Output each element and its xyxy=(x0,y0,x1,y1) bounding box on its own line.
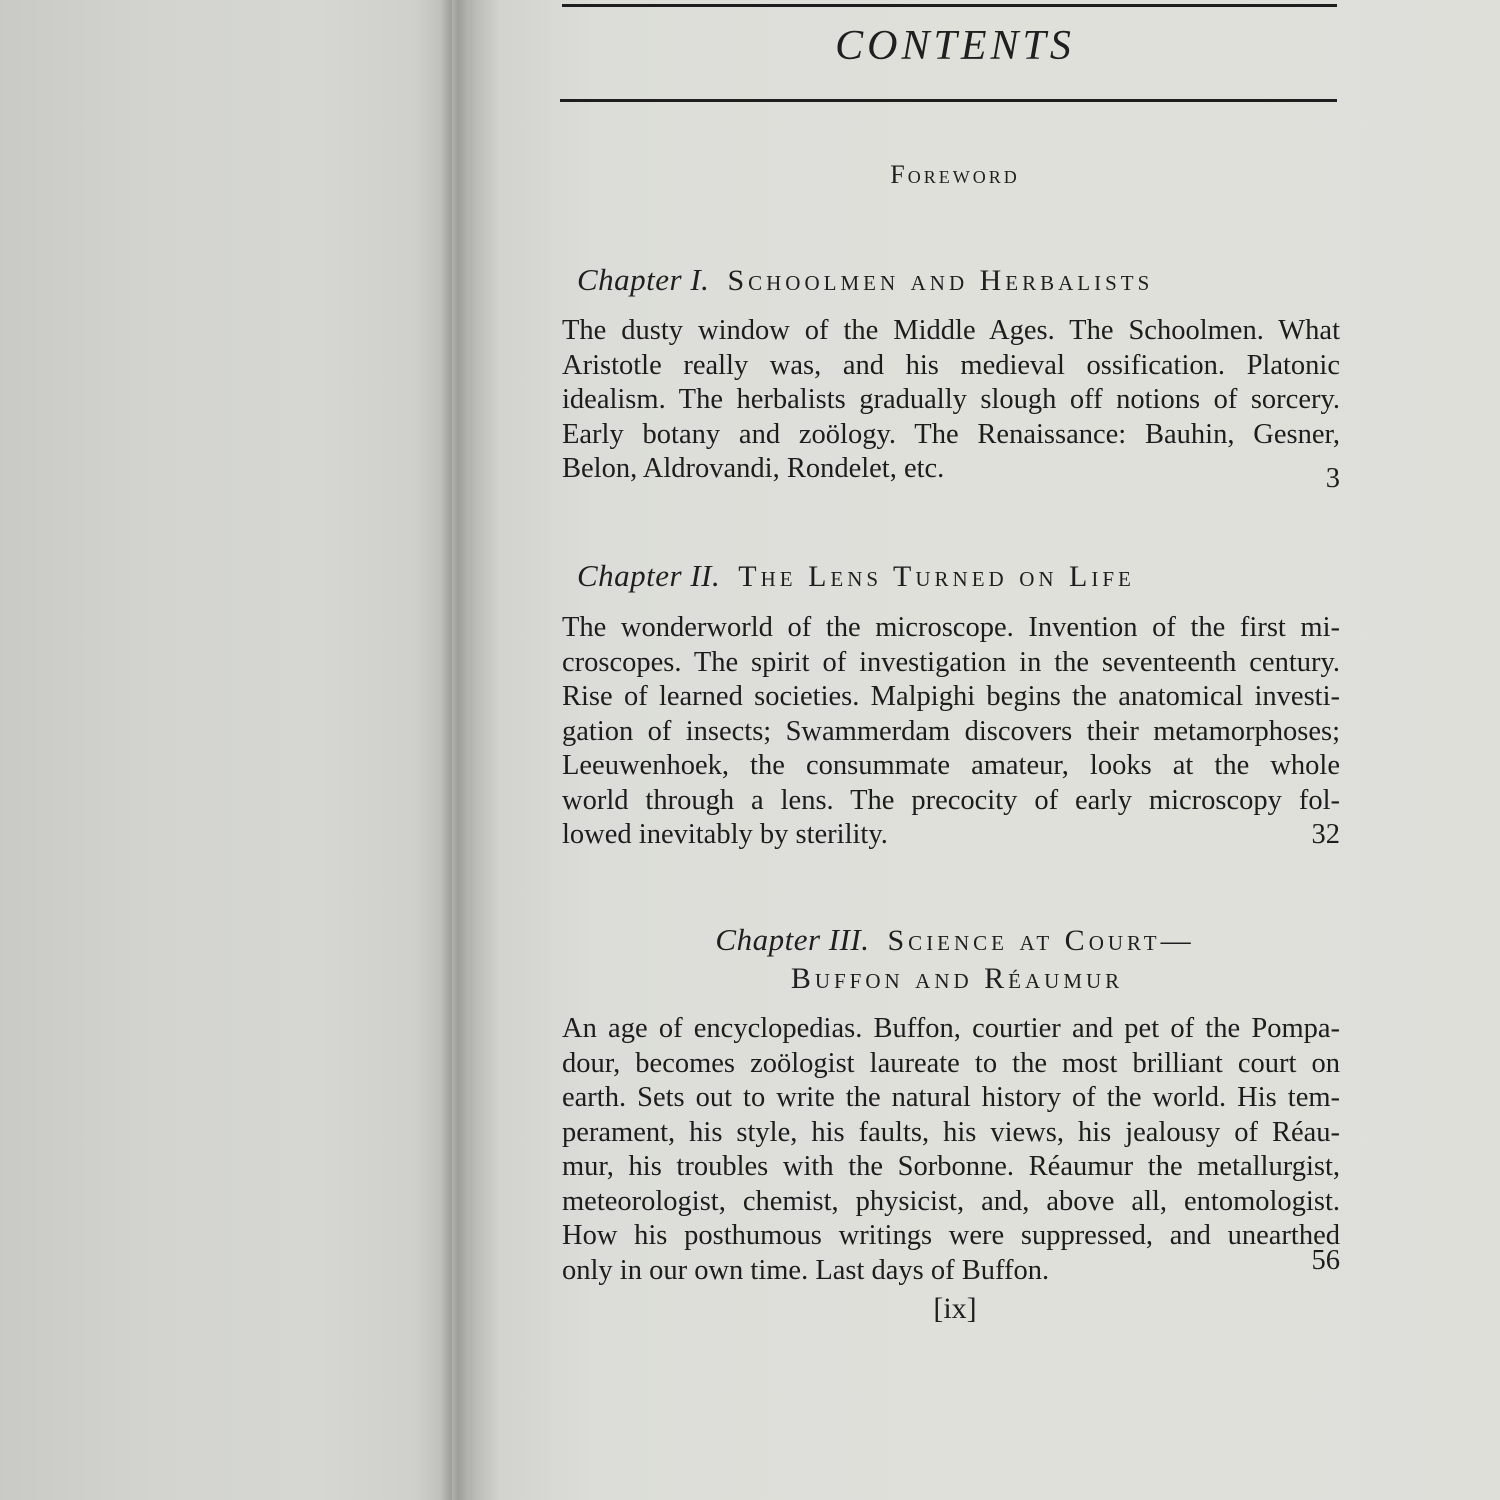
chapter-3-title: Science at Court— xyxy=(887,924,1195,957)
summary-last-line xyxy=(562,452,1340,494)
chapter-1-summary xyxy=(562,314,1340,494)
summary-line: perament, his style, his faults, his views, his jealousy of Réau- xyxy=(562,1116,1340,1148)
summary-line: world through a lens. The precocity of early microscopy fol- xyxy=(562,784,1340,816)
summary-line: dour, becomes zoölogist laureate to the most brilliant court on xyxy=(562,1047,1340,1079)
foreword-entry: Foreword xyxy=(890,160,1020,189)
summary-line: only in our own time. Last days of Buffon. xyxy=(562,1254,1050,1286)
summary-line: Rise of learned societies. Malpighi begins the anatomical investi- xyxy=(562,681,1340,712)
summary-line: earth. Sets out to write the natural history of the world. His tem- xyxy=(562,1082,1340,1113)
chapter-3-title-line-2: Buffon and Réaumur xyxy=(790,962,1124,995)
summary-line: idealism. The herbalists gradually slough off notions of sorcery. xyxy=(562,384,1340,415)
summary-last-line xyxy=(562,818,1340,853)
summary-last-line xyxy=(562,1244,1340,1289)
chapter-1-title: Schoolmen and Herbalists xyxy=(727,264,1154,297)
chapter-1-page-number: 3 xyxy=(1325,463,1340,494)
summary-line: Belon, Aldrovandi, Rondelet, etc. xyxy=(562,453,945,484)
chapter-3-summary xyxy=(562,1012,1340,1288)
left-page xyxy=(0,0,452,1500)
chapter-1-heading xyxy=(577,262,1153,298)
chapter-1-label: Chapter I. xyxy=(577,262,710,297)
chapter-3-page-number: 56 xyxy=(1311,1244,1340,1276)
summary-line: Early botany and zoölogy. The Renaissance: Bauhin, Gesner, xyxy=(562,418,1340,450)
summary-line: The dusty window of the Middle Ages. The Schoolmen. What xyxy=(562,315,1340,346)
summary-line: How his posthumous writings were suppressed, and unearthed xyxy=(562,1220,1340,1251)
chapter-2-label: Chapter II. xyxy=(577,558,721,593)
page-folio: [ix] xyxy=(933,1292,977,1325)
summary-line: lowed inevitably by sterility. xyxy=(562,819,888,850)
summary-line: gation of insects; Swammerdam discovers their metamorphoses; xyxy=(562,715,1340,747)
book-gutter xyxy=(440,0,500,1500)
summary-line: meteorologist, chemist, physicist, and, above all, entomologist. xyxy=(562,1185,1340,1217)
contents-title: CONTENTS xyxy=(835,23,1075,69)
summary-line: Leeuwenhoek, the consummate amateur, looks at the whole xyxy=(562,750,1340,781)
top-rule xyxy=(562,4,1337,7)
chapter-3-label: Chapter III. xyxy=(715,922,870,957)
title-rule xyxy=(560,99,1337,102)
summary-line: An age of encyclopedias. Buffon, courtier and pet of the Pompa- xyxy=(562,1013,1340,1044)
chapter-3-heading xyxy=(560,922,1350,958)
chapter-2-heading xyxy=(577,558,1135,594)
summary-line: mur, his troubles with the Sorbonne. Réaumur the metallurgist, xyxy=(562,1151,1340,1182)
chapter-2-title: The Lens Turned on Life xyxy=(738,560,1135,593)
summary-line: croscopes. The spirit of investigation in the seventeenth century. xyxy=(562,646,1340,678)
chapter-2-page-number: 32 xyxy=(1311,819,1340,850)
chapter-2-summary xyxy=(562,611,1340,853)
summary-line: The wonderworld of the microscope. Invention of the first mi- xyxy=(562,612,1340,643)
summary-line: Aristotle really was, and his medieval ossification. Platonic xyxy=(562,349,1340,381)
